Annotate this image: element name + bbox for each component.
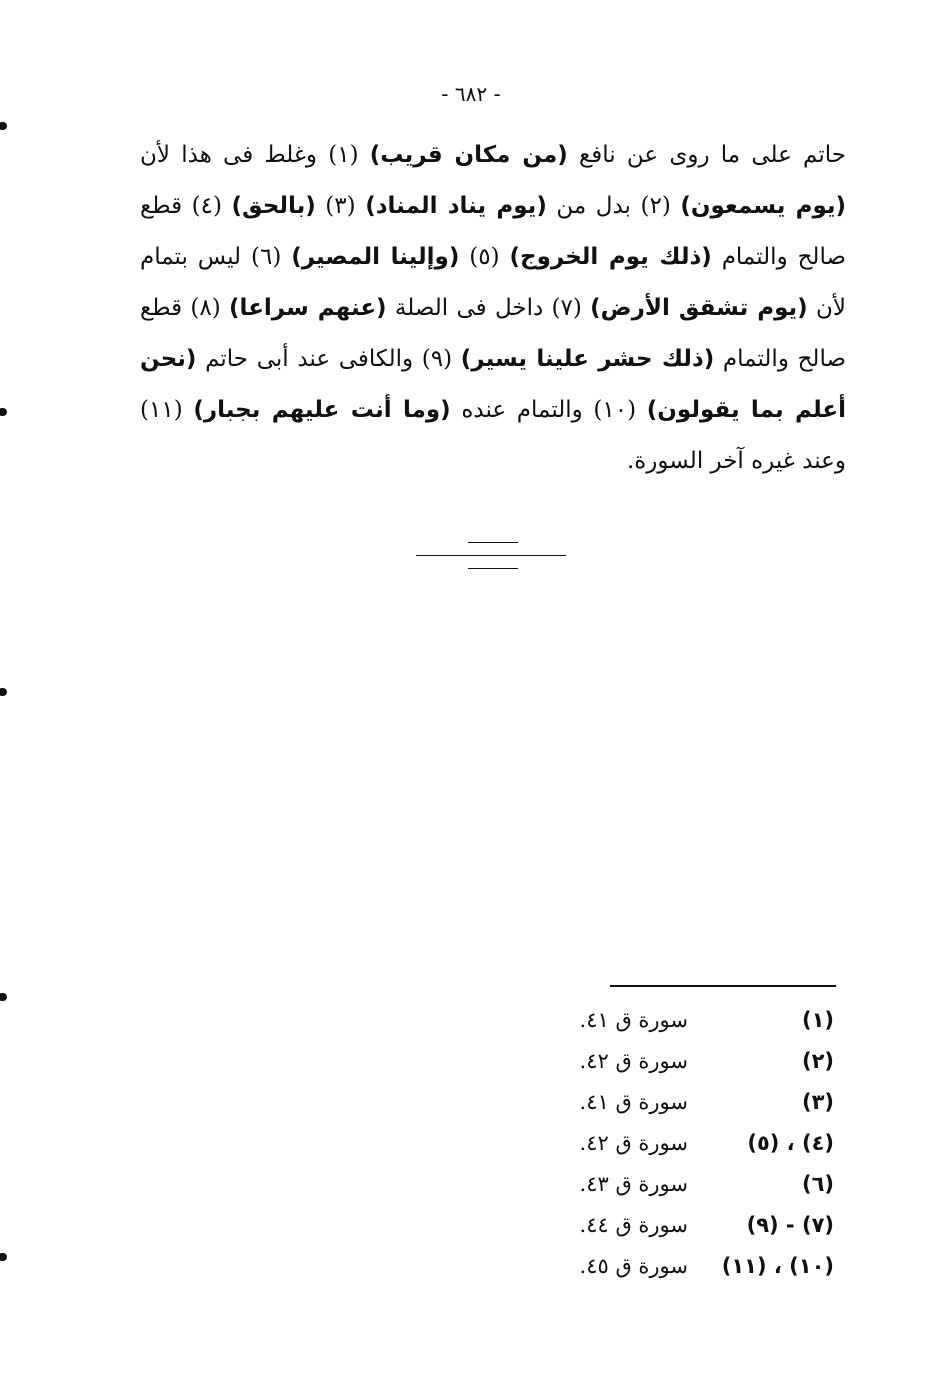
margin-mark bbox=[0, 688, 7, 696]
body-paragraph bbox=[140, 130, 846, 487]
quran-citation: (ذلك يوم الخروج) bbox=[509, 244, 712, 270]
margin-mark bbox=[0, 408, 7, 416]
page-number: - ٦٨٢ - bbox=[441, 82, 501, 106]
footnote-number: (١٠) ، (١١) bbox=[721, 1254, 834, 1278]
footnote-number: (٢) bbox=[801, 1049, 834, 1073]
footnote-number: (٦) bbox=[801, 1172, 834, 1196]
divider-line-top bbox=[468, 542, 518, 543]
body-text-run: (٧) داخل فى الصلة bbox=[386, 295, 591, 321]
body-text-run: (٤) قطع صالح والتمام bbox=[140, 193, 846, 270]
footnote-reference: سورة ق ٤٢. bbox=[579, 1049, 688, 1073]
footnote-item bbox=[540, 1008, 840, 1042]
footnote-item bbox=[540, 1213, 840, 1247]
footnote-reference: سورة ق ٤٤. bbox=[579, 1213, 688, 1237]
quran-citation: (نحن أعلم بما يقولون) bbox=[140, 346, 846, 423]
footnote-number: (٧) - (٩) bbox=[746, 1213, 834, 1237]
footnote-item bbox=[540, 1049, 840, 1083]
quran-citation: (عنهم سراعا) bbox=[229, 295, 387, 321]
margin-mark bbox=[0, 1253, 7, 1261]
body-text-run: (٩) والكافى عند أبى حاتم bbox=[196, 346, 461, 372]
divider-line-bottom bbox=[468, 568, 518, 569]
body-text-run: حاتم على ما روى عن نافع bbox=[567, 142, 846, 168]
body-text-run: (٢) بدل من bbox=[546, 193, 681, 219]
quran-citation: (يوم يسمعون) bbox=[680, 193, 847, 219]
body-text-run: (١١) وعند غيره آخر السورة. bbox=[140, 397, 846, 474]
body-text-run: (٣) bbox=[315, 193, 366, 219]
footnote-reference: سورة ق ٤٢. bbox=[579, 1131, 688, 1155]
quran-citation: (وإلينا المصير) bbox=[291, 244, 460, 270]
footnote-reference: سورة ق ٤١. bbox=[579, 1090, 688, 1114]
margin-mark bbox=[0, 993, 7, 1001]
footnote-reference: سورة ق ٤١. bbox=[579, 1008, 688, 1032]
body-text-run: (١٠) والتمام عنده bbox=[450, 397, 647, 423]
body-text-run: (٦) ليس بتمام لأن bbox=[140, 244, 846, 321]
footnote-item bbox=[540, 1131, 840, 1165]
footnote-number: (١) bbox=[801, 1008, 834, 1032]
body-text-run: (١) وغلط فى هذا لأن bbox=[140, 142, 370, 168]
footnote-reference: سورة ق ٤٥. bbox=[579, 1254, 688, 1278]
quran-citation: (من مكان قريب) bbox=[369, 142, 568, 168]
footnote-item bbox=[540, 1172, 840, 1206]
quran-citation: (وما أنت عليهم بجبار) bbox=[193, 397, 451, 423]
quran-citation: (ذلك حشر علينا يسير) bbox=[460, 346, 715, 372]
body-text-run: (٨) قطع صالح والتمام bbox=[140, 295, 846, 372]
quran-citation: (يوم تشقق الأرض) bbox=[590, 295, 808, 321]
footnote-separator bbox=[610, 985, 836, 987]
footnote-item bbox=[540, 1254, 840, 1288]
margin-mark bbox=[0, 122, 7, 130]
quran-citation: (يوم يناد المناد) bbox=[365, 193, 547, 219]
body-text-run: (٥) bbox=[459, 244, 510, 270]
quran-citation: (بالحق) bbox=[231, 193, 316, 219]
divider-line-middle bbox=[416, 555, 566, 556]
footnote-item bbox=[540, 1090, 840, 1124]
footnote-number: (٤) ، (٥) bbox=[747, 1131, 834, 1155]
footnote-number: (٣) bbox=[801, 1090, 834, 1114]
footnote-reference: سورة ق ٤٣. bbox=[579, 1172, 688, 1196]
